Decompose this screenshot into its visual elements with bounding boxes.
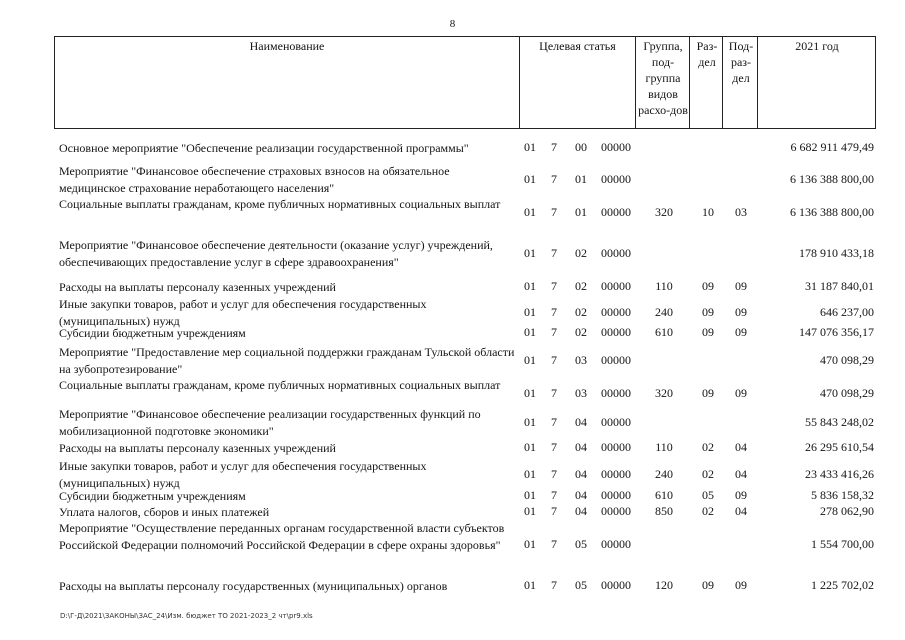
subsection-code: 03 [735, 205, 747, 219]
subsection-code: 09 [735, 386, 747, 400]
amount-value: 470 098,29 [820, 386, 874, 400]
subprogram-code: 7 [551, 325, 557, 339]
subprogram-code: 7 [551, 140, 557, 154]
subsection-code: 04 [735, 440, 747, 454]
event-code: 04 [575, 467, 587, 481]
event-code: 03 [575, 386, 587, 400]
event-code: 04 [575, 504, 587, 518]
program-code: 01 [524, 205, 536, 219]
amount-value: 6 136 388 800,00 [790, 205, 874, 219]
subprogram-code: 7 [551, 386, 557, 400]
subsection-code: 04 [735, 504, 747, 518]
direction-code: 00000 [601, 467, 631, 481]
event-code: 02 [575, 305, 587, 319]
section-code: 05 [702, 488, 714, 502]
table-row [0, 279, 905, 295]
header-section: Раз-дел [696, 39, 718, 69]
program-code: 01 [524, 386, 536, 400]
row-name: Расходы на выплаты персоналу государственных (муниципальных) органов [59, 579, 448, 593]
row-name: Иные закупки товаров, работ и услуг для обеспечения государственных (муниципальных) нужд [59, 459, 427, 490]
header-subsection: Под-раз-дел [728, 39, 754, 85]
event-code: 02 [575, 325, 587, 339]
subprogram-code: 7 [551, 415, 557, 429]
row-name: Уплата налогов, сборов и иных платежей [59, 505, 270, 519]
table-row [0, 140, 905, 156]
row-name: Мероприятие "Предоставление мер социальной поддержки гражданам Тульской области на зубопротезирование" [59, 345, 515, 376]
expense-type-code: 610 [655, 325, 673, 339]
program-code: 01 [524, 353, 536, 367]
row-name: Субсидии бюджетным учреждениям [59, 326, 246, 340]
row-name: Социальные выплаты гражданам, кроме публичных нормативных социальных выплат [59, 378, 501, 392]
table-row [0, 458, 905, 492]
expense-type-code: 320 [655, 386, 673, 400]
row-name: Мероприятие "Осуществление переданных органам государственной власти субъектов Российской Федерации полномочий Российской Федерации в сфере охраны здоровья" [59, 521, 505, 552]
amount-value: 26 295 610,54 [805, 440, 874, 454]
subprogram-code: 7 [551, 467, 557, 481]
amount-value: 6 682 911 479,49 [790, 140, 874, 154]
header-name: Наименование [249, 39, 325, 53]
direction-code: 00000 [601, 205, 631, 219]
program-code: 01 [524, 140, 536, 154]
amount-value: 470 098,29 [820, 353, 874, 367]
amount-value: 278 062,90 [820, 504, 874, 518]
program-code: 01 [524, 440, 536, 454]
amount-value: 6 136 388 800,00 [790, 172, 874, 186]
event-code: 05 [575, 537, 587, 551]
amount-value: 178 910 433,18 [799, 246, 874, 260]
subsection-code: 09 [735, 279, 747, 293]
table-row [0, 578, 905, 594]
row-name: Основное мероприятие "Обеспечение реализации государственной программы" [59, 141, 469, 155]
section-code: 10 [702, 205, 714, 219]
event-code: 00 [575, 140, 587, 154]
subprogram-code: 7 [551, 537, 557, 551]
event-code: 05 [575, 578, 587, 592]
subprogram-code: 7 [551, 246, 557, 260]
row-name: Социальные выплаты гражданам, кроме публичных нормативных социальных выплат [59, 197, 501, 211]
expense-type-code: 610 [655, 488, 673, 502]
page-number: 8 [449, 18, 456, 30]
amount-value: 5 836 158,32 [811, 488, 874, 502]
event-code: 04 [575, 440, 587, 454]
subprogram-code: 7 [551, 279, 557, 293]
amount-value: 1 225 702,02 [811, 578, 874, 592]
direction-code: 00000 [601, 305, 631, 319]
program-code: 01 [524, 279, 536, 293]
subprogram-code: 7 [551, 353, 557, 367]
direction-code: 00000 [601, 504, 631, 518]
row-name: Расходы на выплаты персоналу казенных учреждений [59, 441, 336, 455]
direction-code: 00000 [601, 172, 631, 186]
program-code: 01 [524, 488, 536, 502]
subsection-code: 09 [735, 578, 747, 592]
direction-code: 00000 [601, 440, 631, 454]
amount-value: 147 076 356,17 [799, 325, 874, 339]
direction-code: 00000 [601, 578, 631, 592]
table-header [54, 36, 876, 129]
event-code: 04 [575, 415, 587, 429]
expense-type-code: 320 [655, 205, 673, 219]
expense-type-code: 850 [655, 504, 673, 518]
event-code: 02 [575, 279, 587, 293]
subsection-code: 04 [735, 467, 747, 481]
direction-code: 00000 [601, 537, 631, 551]
event-code: 01 [575, 172, 587, 186]
amount-value: 1 554 700,00 [811, 537, 874, 551]
direction-code: 00000 [601, 415, 631, 429]
program-code: 01 [524, 504, 536, 518]
direction-code: 00000 [601, 279, 631, 293]
section-code: 02 [702, 467, 714, 481]
table-row [0, 488, 905, 504]
program-code: 01 [524, 325, 536, 339]
amount-value: 23 433 416,26 [805, 467, 874, 481]
amount-value: 646 237,00 [820, 305, 874, 319]
event-code: 02 [575, 246, 587, 260]
header-target-article: Целевая статья [539, 39, 616, 53]
section-code: 09 [702, 305, 714, 319]
table-row [0, 504, 905, 520]
event-code: 03 [575, 353, 587, 367]
column-divider [635, 37, 636, 128]
table-row [0, 325, 905, 341]
table-row [0, 163, 905, 197]
table-row [0, 344, 905, 378]
expense-type-code: 240 [655, 467, 673, 481]
subprogram-code: 7 [551, 488, 557, 502]
subsection-code: 09 [735, 305, 747, 319]
direction-code: 00000 [601, 325, 631, 339]
header-year: 2021 год [795, 39, 839, 53]
program-code: 01 [524, 246, 536, 260]
subsection-code: 09 [735, 488, 747, 502]
program-code: 01 [524, 172, 536, 186]
direction-code: 00000 [601, 140, 631, 154]
subprogram-code: 7 [551, 578, 557, 592]
section-code: 09 [702, 279, 714, 293]
row-name: Расходы на выплаты персоналу казенных учреждений [59, 280, 336, 294]
subprogram-code: 7 [551, 504, 557, 518]
amount-value: 31 187 840,01 [805, 279, 874, 293]
section-code: 09 [702, 386, 714, 400]
table-row [0, 406, 905, 440]
row-name: Иные закупки товаров, работ и услуг для обеспечения государственных (муниципальных) нужд [59, 297, 427, 328]
column-divider [722, 37, 723, 128]
file-path-footer: D:\Г-Д\2021\ЗАКОНЫ\ЗАС_24\Изм. бюджет ТО 2021-2023_2 чт\pr9.xls [60, 612, 313, 620]
row-name: Мероприятие "Финансовое обеспечение реализации государственных функций по мобилизационной подготовке экономики" [59, 407, 481, 438]
subprogram-code: 7 [551, 440, 557, 454]
subsection-code: 09 [735, 325, 747, 339]
row-name: Субсидии бюджетным учреждениям [59, 489, 246, 503]
direction-code: 00000 [601, 386, 631, 400]
row-name: Мероприятие "Финансовое обеспечение деятельности (оказание услуг) учреждений, обеспечивающих предоставление услуг в сфере здравоохранения" [59, 238, 493, 269]
subprogram-code: 7 [551, 172, 557, 186]
table-row [0, 237, 905, 271]
expense-type-code: 110 [655, 279, 673, 293]
expense-type-code: 240 [655, 305, 673, 319]
program-code: 01 [524, 467, 536, 481]
table-row [0, 196, 905, 230]
direction-code: 00000 [601, 353, 631, 367]
event-code: 01 [575, 205, 587, 219]
expense-type-code: 120 [655, 578, 673, 592]
event-code: 04 [575, 488, 587, 502]
table-row [0, 440, 905, 456]
section-code: 09 [702, 578, 714, 592]
program-code: 01 [524, 305, 536, 319]
amount-value: 55 843 248,02 [805, 415, 874, 429]
header-expense-group: Группа, под-группа видов расхо-дов [638, 39, 688, 117]
section-code: 09 [702, 325, 714, 339]
subprogram-code: 7 [551, 205, 557, 219]
row-name: Мероприятие "Финансовое обеспечение страховых взносов на обязательное медицинское страхование неработающего населения" [59, 164, 450, 195]
table-row [0, 520, 905, 570]
program-code: 01 [524, 415, 536, 429]
program-code: 01 [524, 537, 536, 551]
direction-code: 00000 [601, 488, 631, 502]
column-divider [689, 37, 690, 128]
section-code: 02 [702, 504, 714, 518]
subprogram-code: 7 [551, 305, 557, 319]
program-code: 01 [524, 578, 536, 592]
direction-code: 00000 [601, 246, 631, 260]
section-code: 02 [702, 440, 714, 454]
expense-type-code: 110 [655, 440, 673, 454]
